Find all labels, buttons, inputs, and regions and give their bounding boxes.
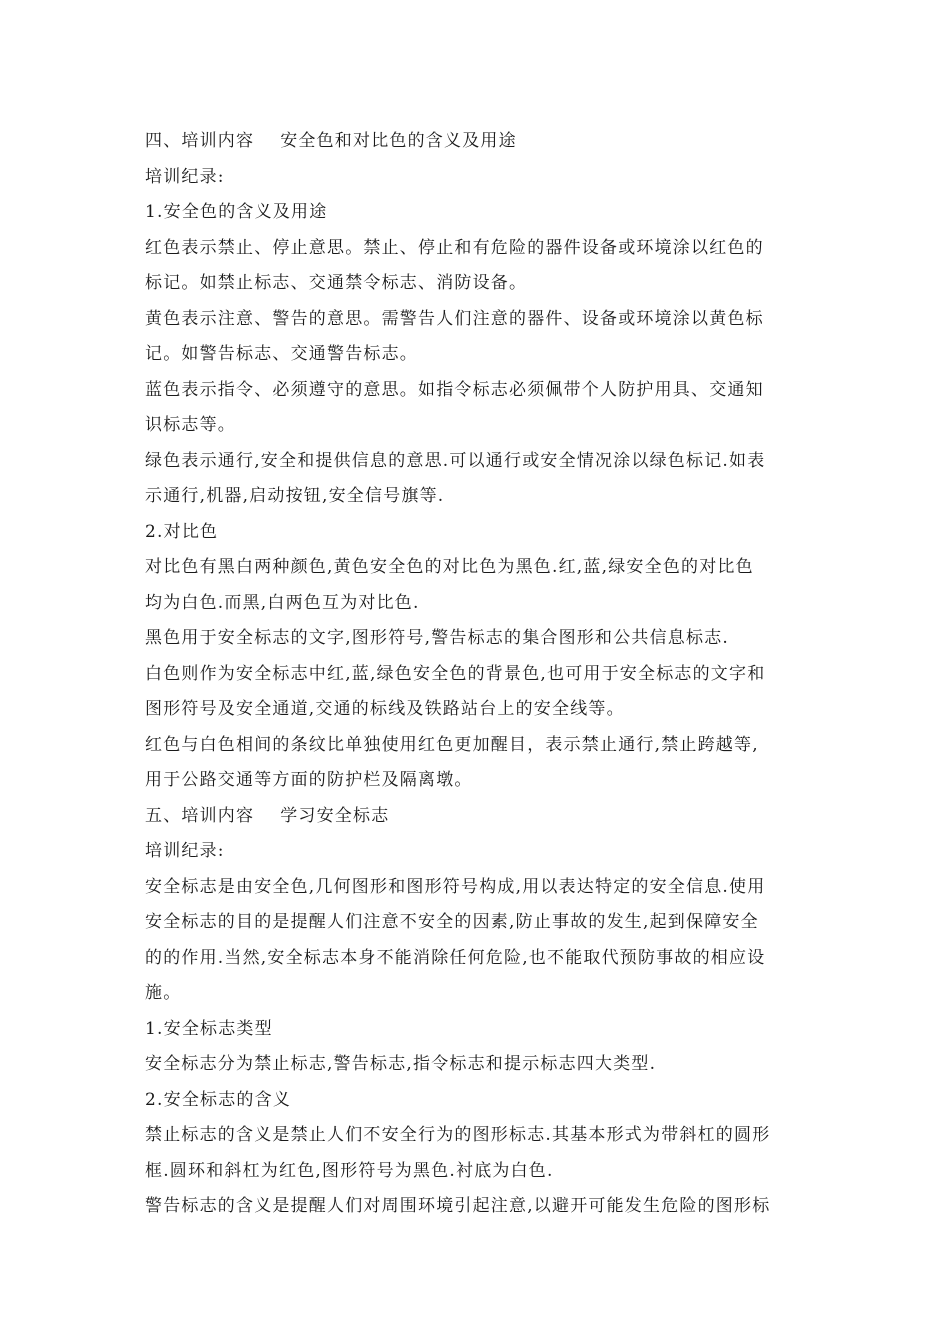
yellow-paragraph-line-1: 黄色表示注意、警告的意思。需警告人们注意的器件、设备或环境涂以黄色标 (145, 308, 764, 329)
intro-paragraph-line-4: 施。 (145, 983, 182, 1003)
contrast-paragraph-line-1: 对比色有黑白两种颜色,黄色安全色的对比色为黑色.红,蓝,绿安全色的对比色 (145, 557, 754, 577)
stripe-paragraph-line-2: 用于公路交通等方面的防护栏及隔离墩。 (145, 770, 473, 790)
contrast-paragraph-line-2: 均为白色.而黑,白两色互为对比色. (145, 592, 420, 613)
section4-heading-topic: 安全色和对比色的含义及用途 (280, 131, 517, 151)
section5-heading-prefix: 五、培训内容 (145, 805, 255, 826)
warning-paragraph-line-1: 警告标志的含义是提醒人们对周围环境引起注意,以避开可能发生危险的图形标 (145, 1196, 771, 1216)
blue-paragraph-line-2: 识标志等。 (145, 415, 236, 435)
blue-paragraph-line-1: 蓝色表示指令、必须遵守的意思。如指令标志必须佩带个人防护用具、交通知 (145, 379, 764, 400)
white-use-paragraph-line-1: 白色则作为安全标志中红,蓝,绿色安全色的背景色,也可用于安全标志的文字和 (145, 663, 766, 684)
prohibition-paragraph-line-2: 框.圆环和斜杠为红色,图形符号为黑色.衬底为白色. (145, 1160, 554, 1181)
white-use-paragraph-line-2: 图形符号及安全通道,交通的标线及铁路站台上的安全线等。 (145, 699, 625, 719)
red-paragraph-line-1: 红色表示禁止、停止意思。禁止、停止和有危险的器件设备或环境涂以红色的 (145, 237, 764, 258)
red-paragraph-line-2: 标记。如禁止标志、交通禁令标志、消防设备。 (145, 273, 528, 293)
intro-paragraph-line-2: 安全标志的目的是提醒人们注意不安全的因素,防止事故的发生,起到保障安全 (145, 912, 759, 932)
section4-heading (145, 124, 810, 160)
prohibition-paragraph-line-1: 禁止标志的含义是禁止人们不安全行为的图形标志.其基本形式为带斜杠的圆形 (145, 1125, 771, 1145)
black-use-paragraph: 黑色用于安全标志的文字,图形符号,警告标志的集合图形和公共信息标志. (145, 628, 730, 648)
yellow-paragraph-line-2: 记。如警告标志、交通警告标志。 (145, 344, 418, 364)
green-paragraph-line-1: 绿色表示通行,安全和提供信息的意思.可以通行或安全情况涂以绿色标记.如表 (145, 450, 766, 471)
section4-record-label: 培训纪录: (145, 166, 225, 187)
section4-heading-prefix: 四、培训内容 (145, 131, 255, 151)
section5-record-label: 培训纪录: (145, 841, 225, 861)
intro-paragraph-line-3: 的的作用.当然,安全标志本身不能消除任何危险,也不能取代预防事故的相应设 (145, 947, 766, 968)
section5-sub1-title: 1.安全标志类型 (145, 1018, 273, 1039)
green-paragraph-line-2: 示通行,机器,启动按钮,安全信号旗等. (145, 486, 445, 506)
section5-heading (145, 799, 810, 835)
document-body (145, 124, 810, 1225)
section4-sub1-title: 1.安全色的含义及用途 (145, 202, 328, 222)
section5-heading-topic: 学习安全标志 (280, 805, 390, 826)
section5-sub2-title: 2.安全标志的含义 (145, 1089, 292, 1110)
stripe-paragraph-line-1: 红色与白色相间的条纹比单独使用红色更加醒目，表示禁止通行,禁止跨越等, (145, 734, 759, 755)
types-paragraph: 安全标志分为禁止标志,警告标志,指令标志和提示标志四大类型. (145, 1054, 657, 1074)
intro-paragraph-line-1: 安全标志是由安全色,几何图形和图形符号构成,用以表达特定的安全信息.使用 (145, 876, 766, 897)
section4-sub2-title: 2.对比色 (145, 521, 219, 542)
